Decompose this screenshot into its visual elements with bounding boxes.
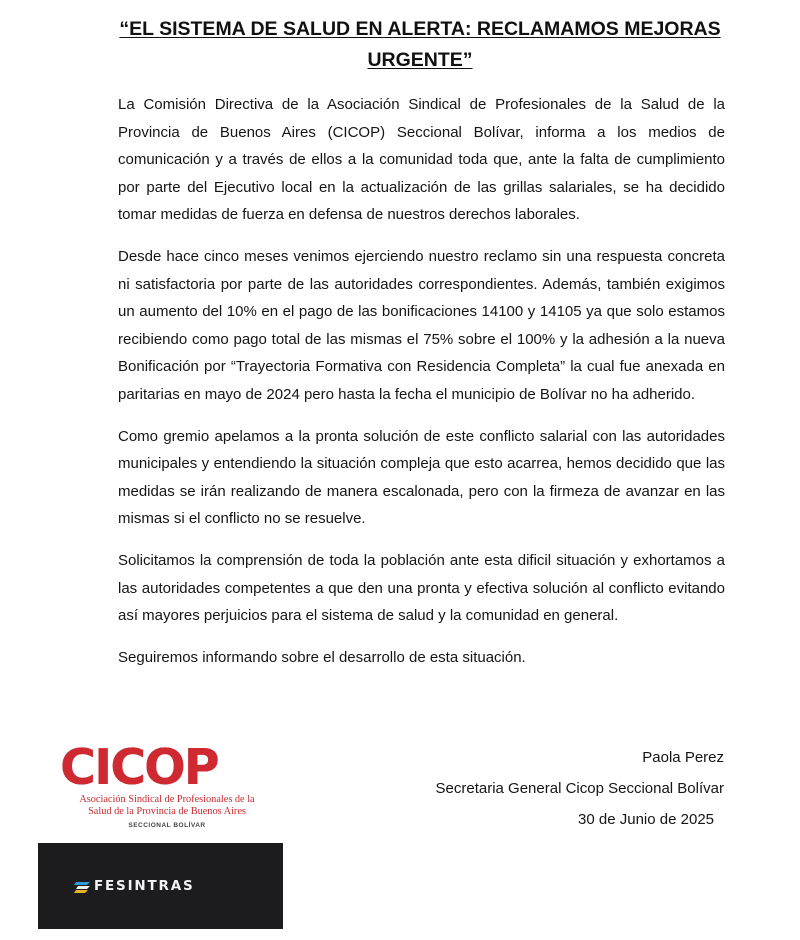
fesintras-logo-wordmark: FESINTRAS (94, 878, 195, 894)
paragraph-1: La Comisión Directiva de la Asociación Sindical de Profesionales de la Salud de la Provincia de Buenos Aires (CICOP) Seccional Bolívar, informa a los medios de comunicación y a través de ellos a la comunidad toda que, ante la falta de cumplimiento por parte del Ejecutivo local en la actualización de las grillas salariales, se ha decidido tomar medidas de fuerza en defensa de nuestros derechos laborales. (118, 96, 725, 223)
paragraph-4: Solicitamos la comprensión de toda la población ante esta dificil situación y exhortamos a las autoridades competentes a que den una pronta y efectiva solución al conflicto evitando así mayores perjuicios para el sistema de salud y la comunidad en general. (118, 552, 725, 624)
signature-date: 30 de Junio de 2025 (578, 811, 714, 828)
document-title: “EL SISTEMA DE SALUD EN ALERTA: RECLAMAMOS MEJORAS URGENTE” (119, 18, 721, 71)
fesintras-logo (38, 843, 283, 929)
cicop-logo-wordmark: CICOP (60, 739, 218, 796)
fesintras-mark-icon (74, 880, 92, 894)
document-body (118, 91, 725, 686)
cicop-logo (56, 739, 286, 834)
paragraph-5: Seguiremos informando sobre el desarrollo de esta situación. (118, 649, 526, 666)
paragraph-3: Como gremio apelamos a la pronta solución de este conflicto salarial con las autoridades municipales y entendiendo la situación compleja que esto acarrea, hemos decidido que las medidas se irán realizando de manera escalonada, pero con la firmeza de avanzar en las mismas si el conflicto no se resuelve. (118, 427, 725, 527)
cicop-logo-subtitle-1: Asociación Sindical de Profesionales de la (79, 794, 255, 805)
paragraph-2: Desde hace cinco meses venimos ejerciendo nuestro reclamo sin una respuesta concreta ni satisfactoria por parte de las autoridades correspondientes. Además, también exigimos un aumento del 10% en el pago de las bonificaciones 14100 y 14105 ya que solo estamos recibiendo como pago total de las mismas el 75% sobre el 100% y la adhesión a la nueva Bonificación por “Trayectoria Formativa con Residencia Completa” la cual fue anexada en paritarias en mayo de 2024 pero hasta la fecha el municipio de Bolívar no ha adherido. (118, 248, 725, 403)
signature-name: Paola Perez (642, 749, 724, 766)
signature-role: Secretaria General Cicop Seccional Bolívar (435, 780, 724, 797)
cicop-logo-seccional: SECCIONAL BOLÍVAR (128, 822, 206, 829)
cicop-logo-subtitle-2: Salud de la Provincia de Buenos Aires (88, 805, 246, 817)
signature-block (436, 742, 724, 835)
